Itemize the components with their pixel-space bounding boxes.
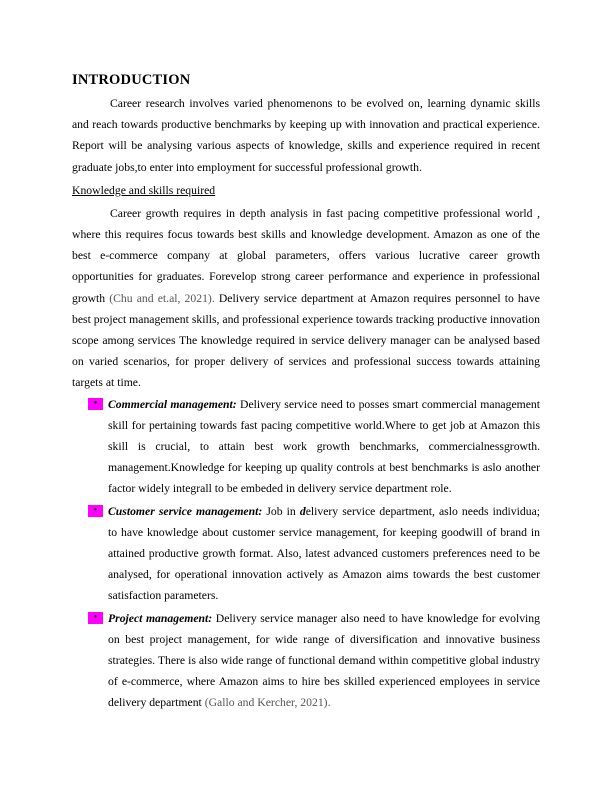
bullet-marker-icon: • [88,612,103,624]
knowledge-paragraph [72,203,540,394]
bullet-term: Customer service management: [108,504,263,518]
page-title: INTRODUCTION [72,72,191,88]
bullet-marker-icon: • [88,398,103,410]
knowledge-paragraph-text-cont: Delivery service department at Amazon requires personnel to have best project management skills, and professional experience towards tracking productive innovation scope among services The knowledge required in service delivery manager can be analysed based on varied scenarios, for proper delivery of services and professional success towards attaining targets at time. [72,291,540,390]
citation-chu: (Chu and et.al, 2021). [109,291,215,305]
bullet-term: Commercial management: [108,397,237,411]
bullet-bold-letter: d [299,504,306,518]
list-item-project-management [93,608,540,714]
section-heading [72,183,540,199]
bullet-term: Project management: [108,611,213,625]
bullet-text: Job in [262,504,300,518]
list-item-customer-service-management [93,501,541,607]
intro-paragraph: Career research involves varied phenomenons to be evolved on, learning dynamic skills and reach towards productive benchmarks by keeping up with innovation and practical experience. Report will be analysing various aspects of knowledge, skills and experience required in recent graduate jobs,to enter into employment for successful professional growth. [72,97,540,174]
list-item-commercial-management [93,394,540,500]
knowledge-paragraph-text: Career growth requires in depth analysis in fast pacing competitive professional world , where this requires focus towards best skills and knowledge development. Amazon as one of the best e-commerce company at global parameters, offers various lucrative career growth opportunities for graduates. Forevelop strong career performance and experience in professional growth [72,206,540,305]
citation-gallo: (Gallo and Kercher, 2021). [204,696,331,710]
skills-list [72,394,540,714]
bullet-text-cont: elivery service department, aslo needs individua; to have knowledge about customer service management, for keeping goodwill of brand in attained productive growth format. Also, latest advanced customers preferences need to be analysed, for operational innovation actively as Amazon aims towards the best customer satisfaction parameters. [108,504,541,603]
bullet-text: Delivery service manager also need to have knowledge for evolving on best project management, for wide range of diversification and innovative business strategies. There is also wide range of functional demand within competitive global industry of e-commerce, where Amazon aims to hire bes skilled experienced employees in service delivery department [108,611,540,710]
bullet-text: Delivery service need to posses smart commercial management skill for pertaining towards fast pacing competitive world.Where to get job at Amazon this skill is crucial, to attain best work growth benchmarks, commercialnessgrowth. management.Knowledge for keeping up quality controls at best benchmarks is aslo another factor widely integrall to be embeded in delivery service department role. [108,397,540,496]
bullet-marker-icon: • [88,505,103,517]
section-heading-text: Knowledge and skills required [72,183,216,197]
